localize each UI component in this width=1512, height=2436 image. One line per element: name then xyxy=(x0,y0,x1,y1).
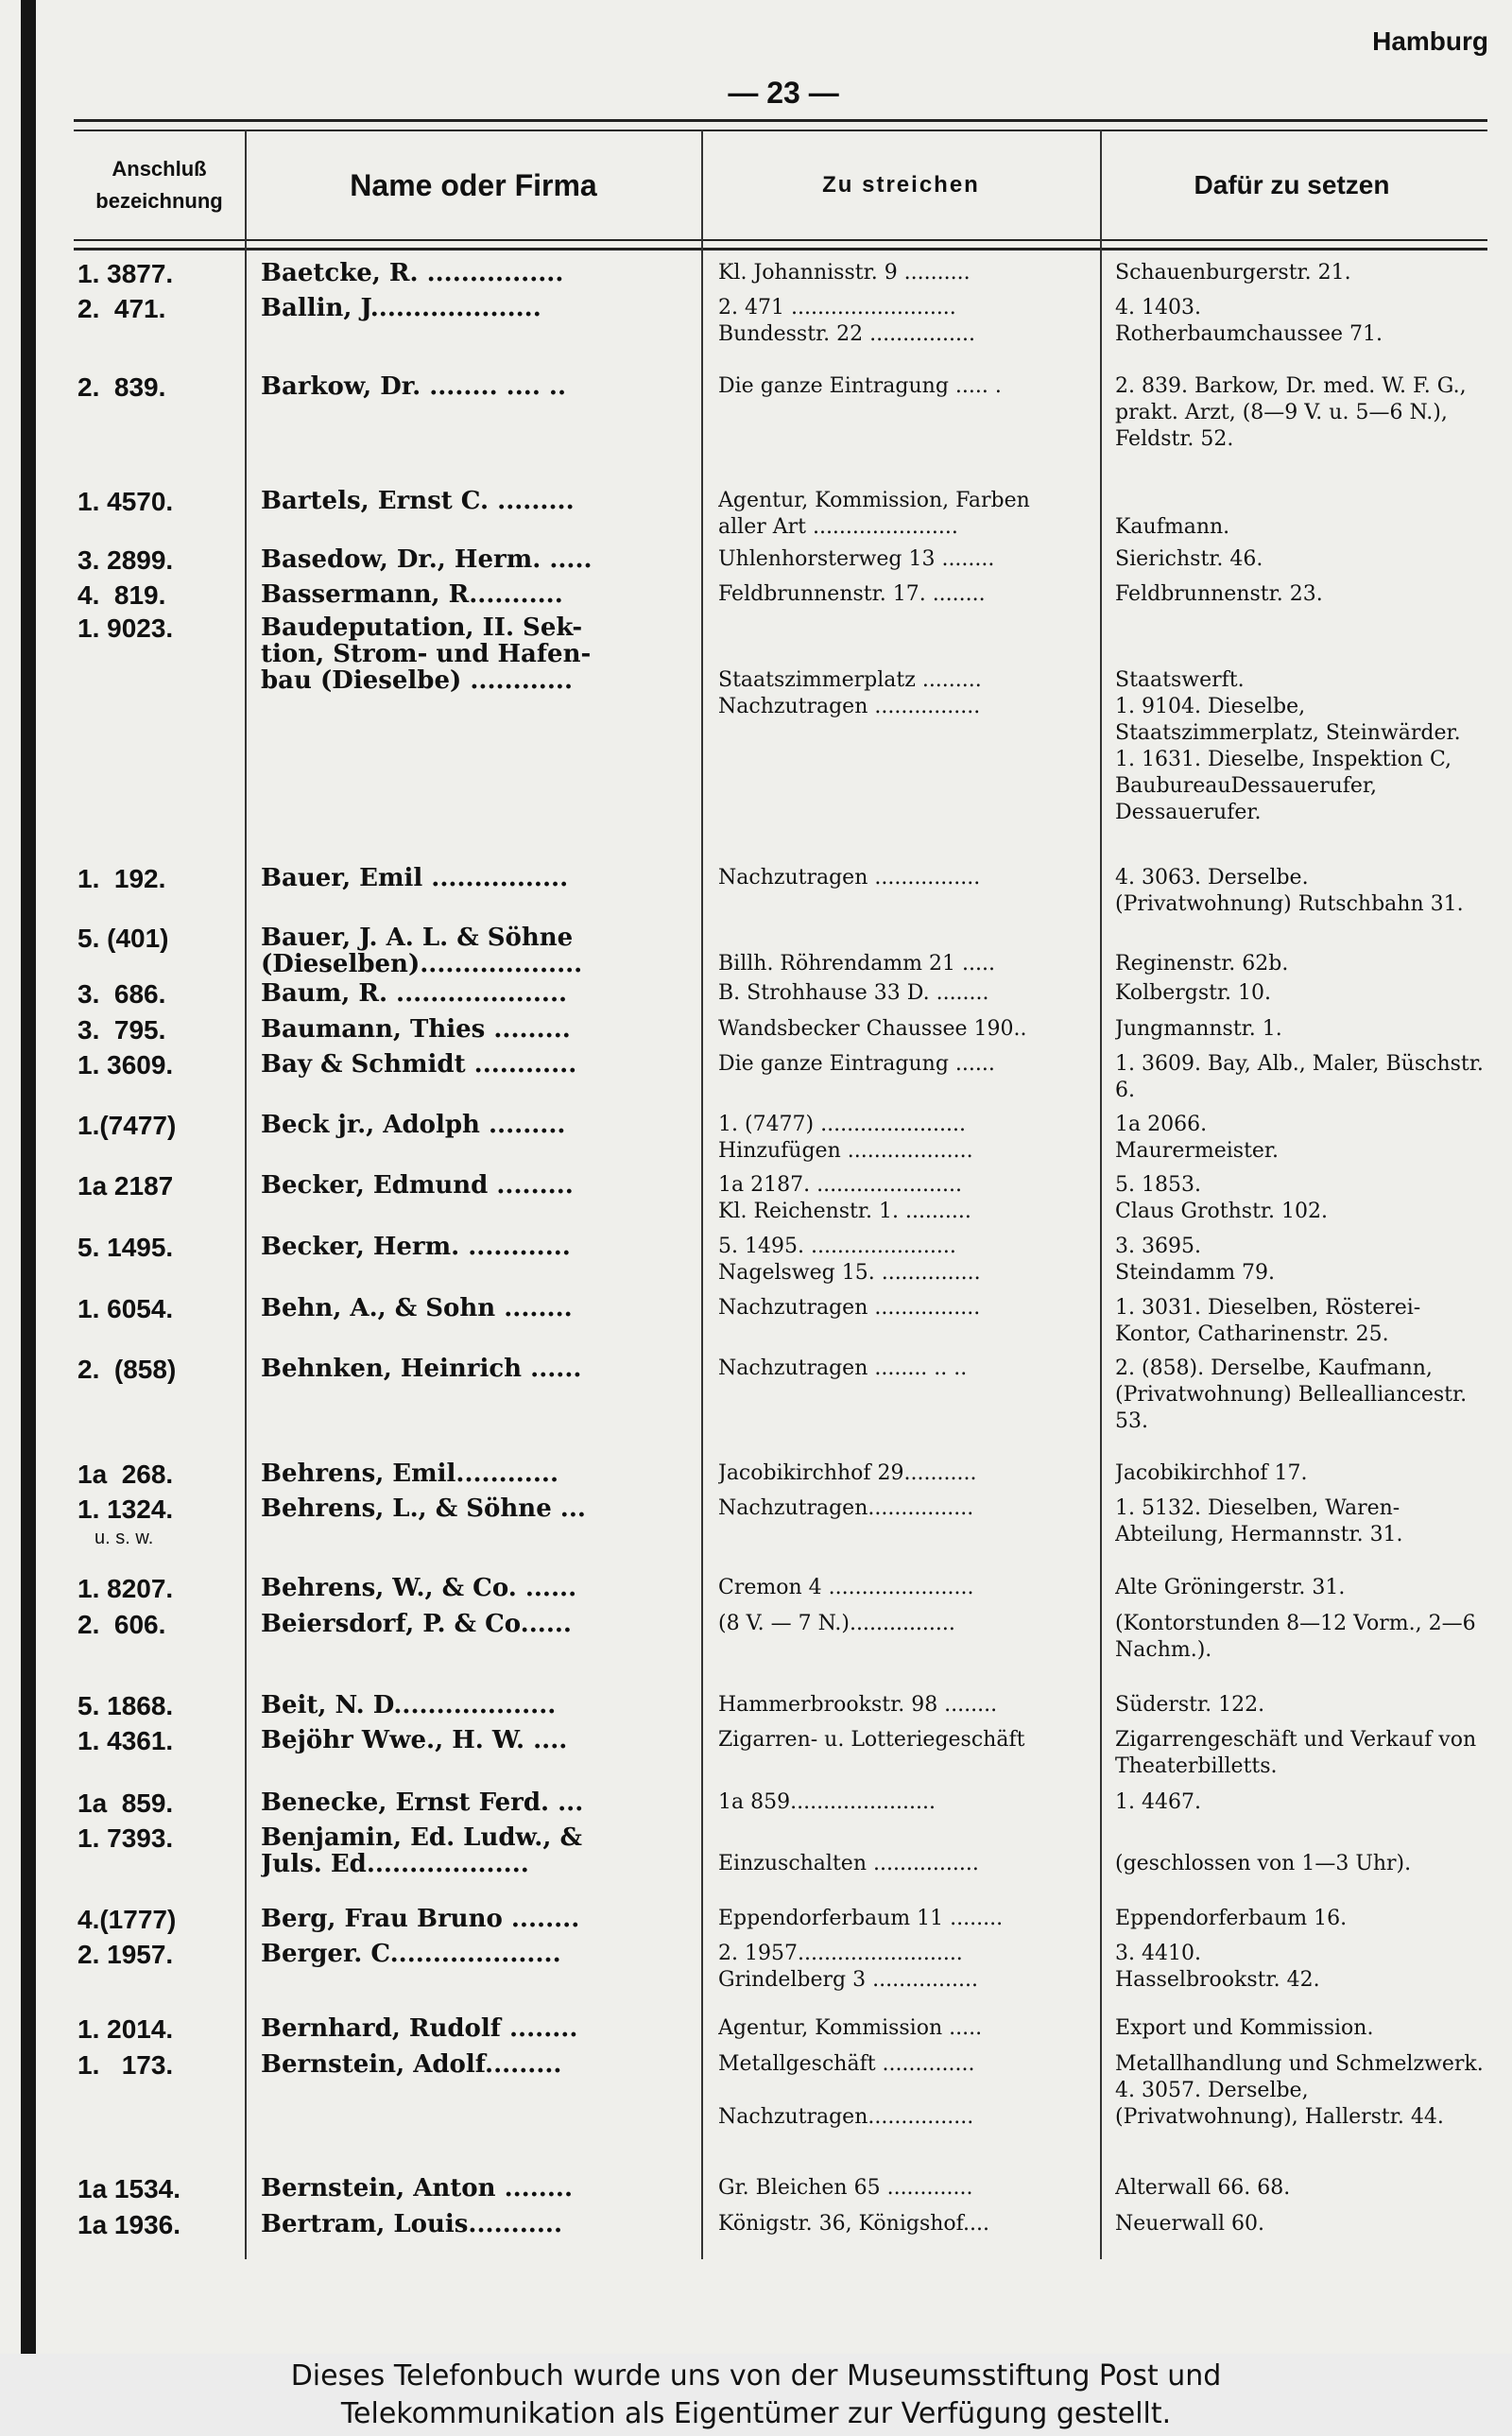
delete-text-line: Nachzutragen ........ .. .. xyxy=(718,1356,968,1380)
subscriber-name-line: Bernstein, Anton ........ xyxy=(261,2175,573,2202)
top-rule-inner xyxy=(74,130,1487,131)
delete-text-line: Metallgeschäft .............. xyxy=(718,2052,975,2076)
connection-number: 1. 173. xyxy=(77,2050,174,2080)
connection-number: 1. 6054. xyxy=(77,1294,174,1323)
insert-text-line: Alte Gröningerstr. 31. xyxy=(1115,1576,1346,1599)
delete-text-line: Cremon 4 ...................... xyxy=(718,1576,974,1599)
subscriber-name xyxy=(261,1234,686,1260)
connection-number: 2. 606. xyxy=(77,1610,166,1639)
subscriber-name xyxy=(261,865,686,891)
insert-text-line xyxy=(1115,924,1486,951)
subscriber-name xyxy=(261,1112,686,1138)
subscriber-name-line: bau (Dieselbe) ............ xyxy=(261,667,574,694)
insert-text xyxy=(1115,546,1486,573)
subscriber-name xyxy=(261,1727,686,1754)
insert-text-line: 4. 3063. Derselbe. (Privatwohnung) Rutschbahn 31. xyxy=(1115,866,1464,916)
delete-text xyxy=(718,1789,1089,1816)
delete-text-line: Agentur, Kommission, Farben xyxy=(718,489,1030,512)
column-header-delete: Zu streichen xyxy=(822,172,980,198)
insert-text xyxy=(1115,1941,1486,1994)
insert-text-line: 5. 1853. xyxy=(1115,1173,1201,1197)
delete-text-line: Wandsbecker Chaussee 190.. xyxy=(718,1017,1027,1041)
insert-text-line xyxy=(1115,488,1486,514)
subscriber-name xyxy=(261,1906,686,1932)
delete-text-line: Nachzutragen ................ xyxy=(718,695,981,718)
subscriber-name-line: (Dieselben)................... xyxy=(261,951,583,977)
delete-text xyxy=(718,295,1089,348)
delete-text-line: Nagelsweg 15. ............... xyxy=(718,1261,981,1285)
subscriber-name-line: Behrens, Emil............ xyxy=(261,1460,559,1487)
subscriber-name-line: Behrens, W., & Co. ...... xyxy=(261,1575,577,1601)
insert-text xyxy=(1115,260,1486,286)
connection-number: 4. 819. xyxy=(77,580,166,610)
subscriber-name-line: Beck jr., Adolph ......... xyxy=(261,1112,566,1138)
connection-number: 1a 859. xyxy=(77,1788,174,1818)
connection-number: 1. 4570. xyxy=(77,487,174,516)
delete-text-line: Nachzutragen ................ xyxy=(718,1296,981,1320)
subscriber-name-line: Becker, Herm. ............ xyxy=(261,1234,571,1260)
connection-number: 5. 1868. xyxy=(77,1691,174,1720)
insert-text xyxy=(1115,614,1486,826)
delete-text xyxy=(718,260,1089,286)
subscriber-name-line: Bauer, J. A. L. & Söhne xyxy=(261,924,574,951)
subscriber-name-line: Bertram, Louis........... xyxy=(261,2211,562,2237)
subscriber-name xyxy=(261,1016,686,1043)
delete-text-line: Agentur, Kommission ..... xyxy=(718,2016,983,2040)
subscriber-name xyxy=(261,980,686,1007)
subscriber-name-line: Bernhard, Rudolf ........ xyxy=(261,2015,578,2042)
subscriber-name-line: Bassermann, R........... xyxy=(261,581,563,608)
connection-number: 1a 1936. xyxy=(77,2210,180,2239)
delete-text xyxy=(718,1051,1089,1078)
connection-number: 1. 1324. xyxy=(77,1494,174,1524)
column-header-name: Name oder Firma xyxy=(350,167,597,202)
delete-text-line: 5. 1495. ...................... xyxy=(718,1235,956,1258)
insert-text-line: Zigarrengeschäft und Verkauf von Theaterbilletts. xyxy=(1115,1728,1477,1778)
connection-number: 1. 2014. xyxy=(77,2014,174,2044)
connection-number: 2. 471. xyxy=(77,294,166,323)
insert-text xyxy=(1115,1575,1486,1601)
insert-text-line: Reginenstr. 62b. xyxy=(1115,952,1289,976)
subscriber-name xyxy=(261,2015,686,2042)
connection-number: 5. 1495. xyxy=(77,1233,174,1262)
footer-line: Dieses Telefonbuch wurde uns von der Museumsstiftung Post und xyxy=(290,2358,1222,2393)
footer-notice xyxy=(0,2354,1512,2436)
insert-text-line: Export und Kommission. xyxy=(1115,2016,1374,2040)
delete-text-line: Nachzutragen................ xyxy=(718,2105,974,2129)
insert-text-line: Staatswerft. xyxy=(1115,668,1245,692)
insert-text-line: Feldbrunnenstr. 23. xyxy=(1115,582,1323,606)
insert-text-line: Rotherbaumchaussee 71. xyxy=(1115,322,1383,346)
subscriber-name xyxy=(261,373,686,400)
header-rule xyxy=(74,239,1487,241)
running-head: Hamburg xyxy=(1372,26,1488,56)
delete-text-line: 1a 859...................... xyxy=(718,1790,936,1814)
subscriber-name xyxy=(261,1611,686,1637)
insert-text xyxy=(1115,295,1486,348)
subscriber-name-line: Benecke, Ernst Ferd. ... xyxy=(261,1789,584,1816)
insert-text xyxy=(1115,1016,1486,1043)
delete-text xyxy=(718,1460,1089,1487)
subscriber-name-line: Behnken, Heinrich ...... xyxy=(261,1356,582,1382)
insert-text-line xyxy=(1115,641,1486,667)
insert-text-line: 1. 4467. xyxy=(1115,1790,1201,1814)
insert-text-line: 1. 3031. Dieselben, Rösterei-Kontor, Catharinenstr. 25. xyxy=(1115,1296,1421,1346)
delete-text xyxy=(718,1941,1089,1994)
subscriber-name-line: Benjamin, Ed. Ludw., & xyxy=(261,1824,582,1851)
subscriber-name xyxy=(261,614,686,694)
insert-text xyxy=(1115,1112,1486,1165)
delete-text xyxy=(718,1112,1089,1165)
delete-text xyxy=(718,1611,1089,1637)
connection-number: 1. 192. xyxy=(77,864,166,893)
subscriber-name-line: Ballin, J.................... xyxy=(261,295,541,321)
column-divider xyxy=(701,130,703,2259)
delete-text-line: Die ganze Eintragung ..... . xyxy=(718,374,1002,398)
insert-text xyxy=(1115,1727,1486,1780)
delete-text-line: Nachzutragen................ xyxy=(718,1496,974,1520)
insert-text xyxy=(1115,1356,1486,1435)
insert-text xyxy=(1115,1295,1486,1348)
delete-text-line: Grindelberg 3 ................ xyxy=(718,1968,979,1992)
insert-text xyxy=(1115,1906,1486,1932)
delete-text-line: Jacobikirchhof 29........... xyxy=(718,1461,977,1485)
insert-text-line xyxy=(1115,614,1486,641)
insert-text-line: 2. (858). Derselbe, Kaufmann, (Privatwohnung) Bellealliancestr. 53. xyxy=(1115,1356,1468,1433)
delete-text xyxy=(718,1234,1089,1287)
insert-text-line: 1. 9104. Dieselbe, Staatszimmerplatz, Steinwärder. xyxy=(1115,695,1461,745)
insert-text xyxy=(1115,865,1486,918)
insert-text xyxy=(1115,1495,1486,1548)
delete-text-line: Staatszimmerplatz ......... xyxy=(718,668,982,692)
connection-number: 1a 2187 xyxy=(77,1171,174,1201)
subscriber-name xyxy=(261,1941,686,1967)
subscriber-name-line: Becker, Edmund ......... xyxy=(261,1172,574,1199)
insert-text-line: 1. 3609. Bay, Alb., Maler, Büschstr. 6. xyxy=(1115,1052,1484,1102)
delete-text xyxy=(718,865,1089,891)
connection-number: 3. 686. xyxy=(77,979,166,1009)
delete-text xyxy=(718,614,1089,720)
insert-text xyxy=(1115,1824,1486,1877)
delete-text xyxy=(718,1016,1089,1043)
subscriber-name xyxy=(261,1824,686,1877)
subscriber-name-line: Bauer, Emil ................ xyxy=(261,865,569,891)
delete-text-line: Hammerbrookstr. 98 ........ xyxy=(718,1693,998,1717)
delete-text xyxy=(718,1172,1089,1225)
subscriber-name xyxy=(261,2175,686,2202)
delete-text xyxy=(718,1727,1089,1754)
connection-number: 1. 9023. xyxy=(77,613,174,643)
insert-text-line: Kaufmann. xyxy=(1115,515,1230,539)
delete-text xyxy=(718,1824,1089,1877)
header-rule-bold xyxy=(74,248,1487,251)
insert-text-line: (Kontorstunden 8—12 Vorm., 2—6 Nachm.). xyxy=(1115,1612,1476,1662)
delete-text-line: Einzuschalten ................ xyxy=(718,1852,979,1875)
delete-text-line: Bundesstr. 22 ................ xyxy=(718,322,975,346)
subscriber-name xyxy=(261,1789,686,1816)
delete-text xyxy=(718,1692,1089,1719)
connection-number: 3. 795. xyxy=(77,1015,166,1045)
insert-text xyxy=(1115,1460,1486,1487)
subscriber-name-line: Beit, N. D................... xyxy=(261,1692,557,1719)
insert-text-line: 1. 1631. Dieselbe, Inspektion C, BaubureauDessauerufer, Dessauerufer. xyxy=(1115,748,1452,824)
insert-text-line: 3. 3695. xyxy=(1115,1235,1201,1258)
insert-text-line: 1a 2066. xyxy=(1115,1113,1208,1136)
subscriber-name xyxy=(261,1692,686,1719)
delete-text xyxy=(718,373,1089,400)
connection-number: 5. (401) xyxy=(77,924,169,953)
insert-text-line: Jacobikirchhof 17. xyxy=(1115,1461,1308,1485)
delete-text-line: 2. 471 ......................... xyxy=(718,296,956,320)
delete-text-line xyxy=(718,2078,1089,2104)
delete-text xyxy=(718,581,1089,608)
insert-text-line: Süderstr. 122. xyxy=(1115,1693,1265,1717)
insert-text xyxy=(1115,2175,1486,2202)
connection-number: 1a 1534. xyxy=(77,2174,180,2203)
subscriber-name xyxy=(261,1575,686,1601)
insert-text xyxy=(1115,2051,1486,2131)
column-header-number: Anschluß bezeichnung xyxy=(95,157,223,213)
delete-text xyxy=(718,980,1089,1007)
subscriber-name xyxy=(261,2051,686,2078)
insert-text-line: Neuerwall 60. xyxy=(1115,2212,1264,2236)
delete-text xyxy=(718,546,1089,573)
insert-text-line: Jungmannstr. 1. xyxy=(1115,1017,1282,1041)
delete-text-line: Nachzutragen ................ xyxy=(718,866,981,890)
subscriber-name-line: Beiersdorf, P. & Co...... xyxy=(261,1611,572,1637)
subscriber-name xyxy=(261,1460,686,1487)
subscriber-name xyxy=(261,581,686,608)
subscriber-name-line: Behrens, L., & Söhne ... xyxy=(261,1495,586,1522)
subscriber-name-line: Baum, R. .................... xyxy=(261,980,568,1007)
delete-text-line: Uhlenhorsterweg 13 ........ xyxy=(718,547,995,571)
delete-text xyxy=(718,2015,1089,2042)
delete-text-line: Gr. Bleichen 65 ............. xyxy=(718,2176,973,2200)
insert-text-line: Hasselbrookstr. 42. xyxy=(1115,1968,1320,1992)
delete-text-line: Königstr. 36, Königshof.... xyxy=(718,2212,989,2236)
connection-number: 1. 7393. xyxy=(77,1823,174,1853)
insert-text xyxy=(1115,980,1486,1007)
subscriber-name-line: Barkow, Dr. ........ .... .. xyxy=(261,373,567,400)
insert-text xyxy=(1115,2015,1486,2042)
insert-text-line xyxy=(1115,1824,1486,1851)
insert-text-line: 4. 3057. Derselbe, (Privatwohnung), Hallerstr. 44. xyxy=(1115,2079,1444,2129)
subscriber-name xyxy=(261,546,686,573)
column-header-insert: Dafür zu setzen xyxy=(1194,170,1390,199)
delete-text-line: Kl. Reichenstr. 1. .......... xyxy=(718,1200,971,1223)
subscriber-name xyxy=(261,924,686,977)
subscriber-name xyxy=(261,488,686,514)
delete-text-line: (8 V. — 7 N.)................ xyxy=(718,1612,955,1635)
subscriber-name-line: tion, Strom- und Hafen- xyxy=(261,641,592,667)
connection-number: 2. (858) xyxy=(77,1355,177,1384)
column-divider xyxy=(1100,130,1102,2259)
insert-text-line: Steindamm 79. xyxy=(1115,1261,1276,1285)
insert-text xyxy=(1115,581,1486,608)
subscriber-name xyxy=(261,1295,686,1322)
subscriber-name-line: Bay & Schmidt ............ xyxy=(261,1051,577,1078)
insert-text xyxy=(1115,1789,1486,1816)
top-rule xyxy=(74,119,1487,122)
column-divider xyxy=(245,130,247,2259)
insert-text-line: Maurermeister. xyxy=(1115,1139,1280,1163)
connection-number-note: u. s. w. xyxy=(94,1528,154,1548)
insert-text xyxy=(1115,1234,1486,1287)
subscriber-name-line: Juls. Ed................... xyxy=(261,1851,529,1877)
connection-number: 2. 1957. xyxy=(77,1940,174,1969)
connection-number: 3. 2899. xyxy=(77,545,174,575)
connection-number: 1. 8207. xyxy=(77,1574,174,1603)
insert-text-line: 2. 839. Barkow, Dr. med. W. F. G., prakt. Arzt, (8—9 V. u. 5—6 N.), Feldstr. 52. xyxy=(1115,374,1467,451)
connection-number: 1.(7477) xyxy=(77,1111,177,1140)
insert-text-line: Claus Grothstr. 102. xyxy=(1115,1200,1328,1223)
footer-line: Telekommunikation als Eigentümer zur Verfügung gestellt. xyxy=(340,2396,1172,2430)
insert-text xyxy=(1115,488,1486,541)
delete-text-line: Billh. Röhrendamm 21 ..... xyxy=(718,952,995,976)
delete-text-line: 2. 1957......................... xyxy=(718,1942,963,1965)
insert-text xyxy=(1115,1172,1486,1225)
insert-text-line: Eppendorferbaum 16. xyxy=(1115,1907,1348,1930)
delete-text xyxy=(718,488,1089,541)
insert-text-line: Schauenburgerstr. 21. xyxy=(1115,261,1351,285)
connection-number: 4.(1777) xyxy=(77,1905,177,1934)
delete-text xyxy=(718,1575,1089,1601)
delete-text-line: 1. (7477) ...................... xyxy=(718,1113,966,1136)
delete-text-line xyxy=(718,1824,1089,1851)
subscriber-name-line: Berg, Frau Bruno ........ xyxy=(261,1906,580,1932)
delete-text-line: Zigarren- u. Lotteriegeschäft xyxy=(718,1728,1025,1752)
delete-text-line: Kl. Johannisstr. 9 .......... xyxy=(718,261,971,285)
connection-number: 2. 839. xyxy=(77,372,166,402)
connection-number: 1. 4361. xyxy=(77,1726,174,1755)
delete-text xyxy=(718,1356,1089,1382)
connection-number: 1. 3609. xyxy=(77,1050,174,1080)
page-number: — 23 — xyxy=(728,76,839,110)
subscriber-name xyxy=(261,1051,686,1078)
insert-text-line: (geschlossen von 1—3 Uhr). xyxy=(1115,1852,1412,1875)
delete-text-line xyxy=(718,641,1089,667)
delete-text xyxy=(718,1495,1089,1522)
delete-text-line: Feldbrunnenstr. 17. ........ xyxy=(718,582,986,606)
subscriber-name xyxy=(261,295,686,321)
subscriber-name-line: Baumann, Thies ......... xyxy=(261,1016,571,1043)
delete-text xyxy=(718,2175,1089,2202)
subscriber-name xyxy=(261,1495,686,1522)
subscriber-name-line: Berger. C.................... xyxy=(261,1941,561,1967)
subscriber-name xyxy=(261,2211,686,2237)
insert-text-line: Metallhandlung und Schmelzwerk. xyxy=(1115,2052,1484,2076)
delete-text xyxy=(718,2051,1089,2131)
insert-text xyxy=(1115,1692,1486,1719)
insert-text-line: Kolbergstr. 10. xyxy=(1115,981,1272,1005)
insert-text xyxy=(1115,2211,1486,2237)
insert-text-line: 1. 5132. Dieselben, Waren-Abteilung, Hermannstr. 31. xyxy=(1115,1496,1403,1546)
delete-text-line: aller Art ...................... xyxy=(718,515,958,539)
subscriber-name-line: Behn, A., & Sohn ........ xyxy=(261,1295,573,1322)
insert-text xyxy=(1115,1611,1486,1664)
insert-text xyxy=(1115,924,1486,977)
insert-text-line: Alterwall 66. 68. xyxy=(1115,2176,1291,2200)
delete-text-line: Eppendorferbaum 11 ........ xyxy=(718,1907,1004,1930)
delete-text-line xyxy=(718,924,1089,951)
connection-number: 1a 268. xyxy=(77,1460,174,1489)
delete-text-line: B. Strohhause 33 D. ........ xyxy=(718,981,989,1005)
subscriber-name-line: Baetcke, R. ................ xyxy=(261,260,564,286)
subscriber-name-line: Baudeputation, II. Sek- xyxy=(261,614,583,641)
page-edge-shadow xyxy=(21,0,36,2354)
delete-text-line: 1a 2187. ...................... xyxy=(718,1173,962,1197)
delete-text-line xyxy=(718,614,1089,641)
delete-text-line: Hinzufügen ................... xyxy=(718,1139,973,1163)
delete-text xyxy=(718,1295,1089,1322)
insert-text-line: 4. 1403. xyxy=(1115,296,1201,320)
delete-text xyxy=(718,2211,1089,2237)
delete-text xyxy=(718,924,1089,977)
delete-text xyxy=(718,1906,1089,1932)
subscriber-name-line: Bernstein, Adolf......... xyxy=(261,2051,562,2078)
connection-number: 1. 3877. xyxy=(77,259,174,288)
subscriber-name-line: Bartels, Ernst C. ......... xyxy=(261,488,575,514)
insert-text xyxy=(1115,373,1486,453)
subscriber-name xyxy=(261,1172,686,1199)
subscriber-name xyxy=(261,1356,686,1382)
subscriber-name xyxy=(261,260,686,286)
delete-text-line: Die ganze Eintragung ...... xyxy=(718,1052,995,1076)
insert-text xyxy=(1115,1051,1486,1104)
subscriber-name-line: Bejöhr Wwe., H. W. .... xyxy=(261,1727,568,1754)
insert-text-line: 3. 4410. xyxy=(1115,1942,1201,1965)
insert-text-line: Sierichstr. 46. xyxy=(1115,547,1263,571)
subscriber-name-line: Basedow, Dr., Herm. ..... xyxy=(261,546,593,573)
